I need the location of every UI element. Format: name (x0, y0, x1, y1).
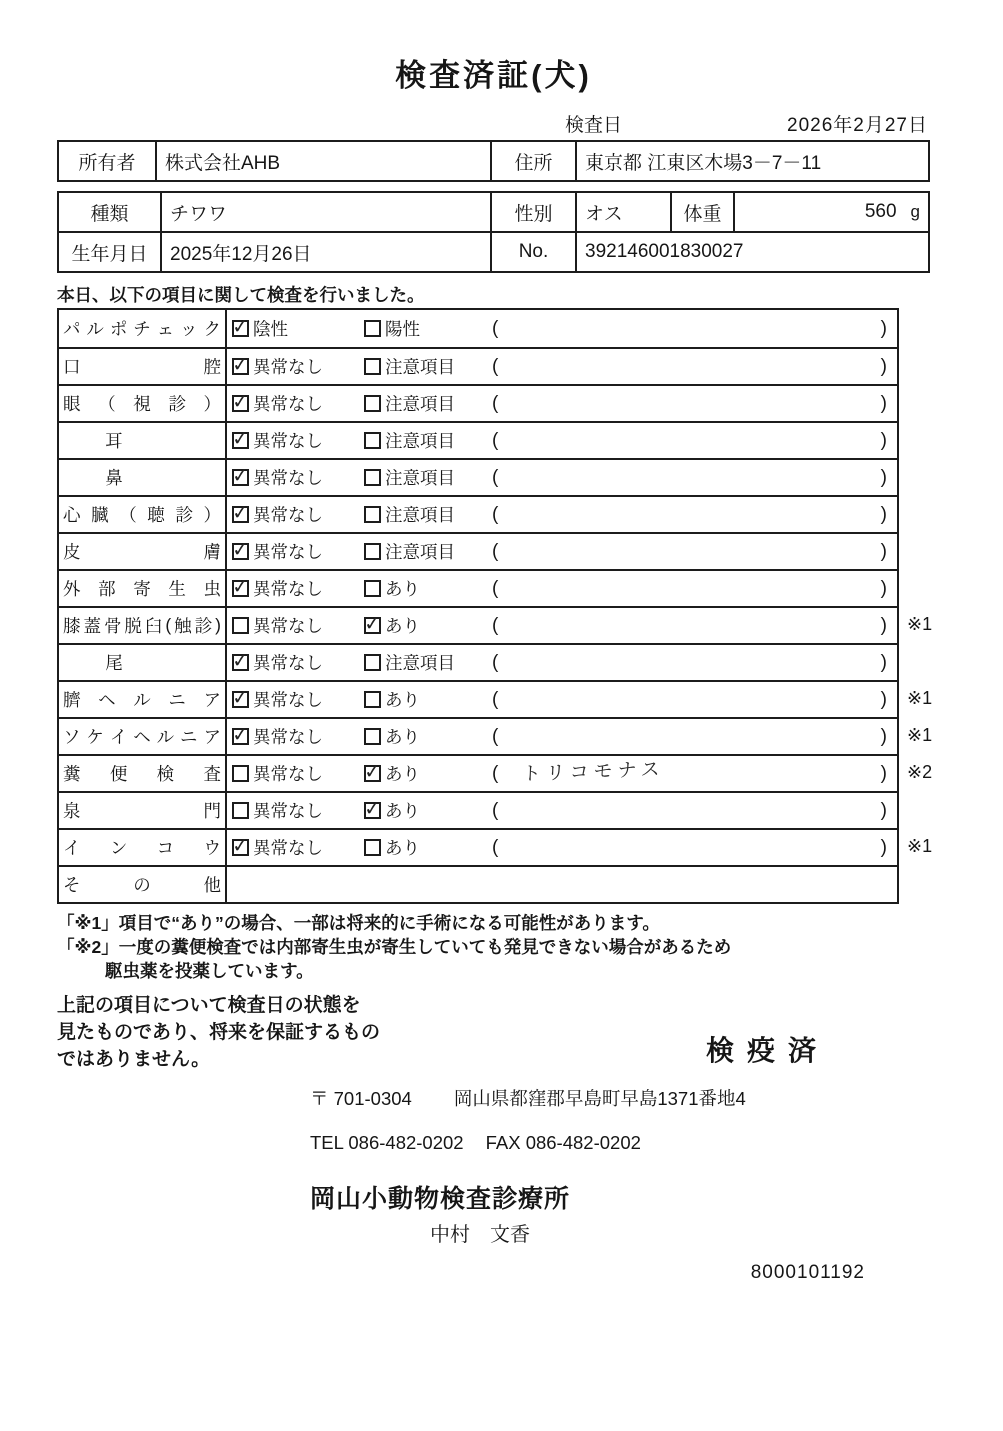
handwritten-remark (498, 315, 880, 328)
checkbox-option-2 (364, 358, 381, 375)
checkbox-option-2 (364, 617, 381, 634)
checkbox-option-2 (364, 691, 381, 708)
footnote-marker: ※2 (907, 762, 933, 782)
option-1 (232, 835, 364, 860)
option-1-label: 異常なし (253, 616, 323, 636)
exam-item-label: パ ル ポ チ ェ ッ ク (59, 310, 227, 347)
remarks-parentheses: ( トリコモナス ) (492, 760, 897, 787)
exam-row (59, 532, 897, 569)
inspection-date-value: 2026年2月27日 (787, 115, 928, 136)
option-2 (364, 465, 492, 490)
address-value: 東京都 江東区木場3－7－11 (576, 141, 929, 181)
exam-item-label: 耳 (59, 423, 227, 458)
exam-row (59, 458, 897, 495)
footnote-1: 「※1」項目で“あり”の場合、一部は将来的に手術になる可能性があります。 (57, 913, 660, 933)
option-2 (364, 835, 492, 860)
option-2-label: 注意項目 (385, 357, 455, 377)
checkbox-option-1 (232, 802, 249, 819)
option-2 (364, 354, 492, 379)
intro-statement: 本日、以下の項目に関して検査を行いました。 (57, 285, 425, 305)
option-1-label: 異常なし (253, 690, 323, 710)
option-2 (364, 576, 492, 601)
option-1-label: 異常なし (253, 764, 323, 784)
footnote-2-continued: 駆虫薬を投薬しています。 (105, 961, 314, 981)
option-2-label: 注意項目 (385, 394, 455, 414)
exam-row (59, 643, 897, 680)
checkbox-option-2 (364, 839, 381, 856)
handwritten-remark (498, 464, 880, 477)
breed-value: チワワ (161, 192, 491, 232)
handwritten-remark (498, 575, 880, 588)
exam-item-label: 心 臓 （ 聴 診 ） (59, 497, 227, 532)
option-2-label: あり (385, 727, 420, 747)
breed-row (58, 192, 929, 232)
animal-table (57, 191, 930, 273)
checkbox-option-2 (364, 728, 381, 745)
checkbox-option-2 (364, 765, 381, 782)
option-2 (364, 613, 492, 638)
option-2-label: 注意項目 (385, 505, 455, 525)
option-1 (232, 650, 364, 675)
clinic-name: 岡山小動物検査診療所 (310, 1185, 571, 1213)
clinic-tel-line (57, 1132, 930, 1154)
option-1-label: 異常なし (253, 505, 323, 525)
veterinarian-name: 中村 文香 (430, 1224, 530, 1246)
inspection-date-label: 検査日 (565, 115, 623, 136)
checkbox-option-1 (232, 654, 249, 671)
option-2 (364, 761, 492, 786)
exam-item-label: ソ ケ イ ヘ ル ニ ア (59, 719, 227, 754)
remarks-parentheses: ( ) (492, 504, 897, 526)
option-1 (232, 613, 364, 638)
option-2 (364, 502, 492, 527)
checkbox-option-1 (232, 617, 249, 634)
remarks-parentheses: ( ) (492, 430, 897, 452)
exam-item-label: そ の 他 (59, 867, 227, 902)
option-1 (232, 539, 364, 564)
remarks-parentheses: ( ) (492, 393, 897, 415)
handwritten-remark: トリコモナス (521, 759, 666, 786)
exam-item-label: 鼻 (59, 460, 227, 495)
handwritten-remark (498, 427, 880, 440)
option-2-label: 注意項目 (385, 431, 455, 451)
option-1 (232, 724, 364, 749)
footnote-marker: ※1 (907, 836, 933, 856)
option-2-label: 陽性 (385, 319, 420, 339)
remarks-parentheses: ( ) (492, 318, 897, 340)
footnote-marker: ※1 (907, 725, 933, 745)
exam-row (59, 569, 897, 606)
option-1-label: 陰性 (253, 319, 288, 339)
option-2-label: あり (385, 616, 420, 636)
option-1-label: 異常なし (253, 653, 323, 673)
handwritten-remark (498, 797, 880, 810)
option-1-label: 異常なし (253, 468, 323, 488)
birthdate-row (58, 232, 929, 272)
remarks-parentheses: ( ) (492, 615, 897, 637)
remarks-parentheses: ( ) (492, 689, 897, 711)
handwritten-remark (498, 390, 880, 403)
option-1-label: 異常なし (253, 727, 323, 747)
option-1 (232, 316, 364, 341)
exam-row (59, 384, 897, 421)
checkbox-option-1 (232, 543, 249, 560)
exam-item-label: 皮 膚 (59, 534, 227, 569)
quarantine-passed-stamp: 検疫済 (705, 1035, 829, 1066)
document-code: 8000101192 (750, 1262, 865, 1283)
exam-row (59, 310, 897, 347)
handwritten-remark (498, 723, 880, 736)
footnotes (57, 911, 930, 983)
option-1-label: 異常なし (253, 394, 323, 414)
option-2-label: あり (385, 690, 420, 710)
option-1 (232, 798, 364, 823)
clinic-postal-code: 〒 701-0304 (310, 1088, 412, 1109)
exam-row (59, 421, 897, 458)
option-1 (232, 465, 364, 490)
weight-unit: g (910, 202, 920, 221)
breed-label: 種類 (58, 192, 161, 232)
exam-item-label: 泉 門 (59, 793, 227, 828)
option-2-label: あり (385, 801, 420, 821)
owner-table (57, 140, 930, 182)
remarks-parentheses: ( ) (492, 541, 897, 563)
page-title: 検査済証(犬) (395, 58, 592, 93)
option-1-label: 異常なし (253, 838, 323, 858)
option-1 (232, 428, 364, 453)
option-2 (364, 316, 492, 341)
exam-row (59, 606, 933, 643)
weight-cell (734, 192, 929, 232)
certificate-no-value: 392146001830027 (576, 232, 929, 272)
certificate-content (57, 54, 933, 1284)
option-2-label: 注意項目 (385, 542, 455, 562)
remarks-parentheses: ( ) (492, 356, 897, 378)
checkbox-option-1 (232, 839, 249, 856)
option-1-label: 異常なし (253, 357, 323, 377)
birthdate-label: 生年月日 (58, 232, 161, 272)
address-label: 住所 (491, 141, 576, 181)
owner-label: 所有者 (58, 141, 156, 181)
remarks-parentheses: ( ) (492, 578, 897, 600)
checkbox-option-2 (364, 543, 381, 560)
certificate-no-label: No. (491, 232, 576, 272)
option-2-label: 注意項目 (385, 653, 455, 673)
weight-value: 560 (864, 201, 897, 222)
option-1 (232, 576, 364, 601)
remarks-parentheses: ( ) (492, 800, 897, 822)
footnote-marker: ※1 (907, 614, 933, 634)
handwritten-remark (498, 538, 880, 551)
footnote-2: 「※2」一度の糞便検査では内部寄生虫が寄生していても発見できない場合があるため (57, 937, 732, 957)
exam-row (59, 828, 933, 865)
disclaimer-and-stamp (57, 992, 877, 1073)
exam-item-label: 口 腔 (59, 349, 227, 384)
exam-table (57, 308, 933, 904)
checkbox-option-1 (232, 506, 249, 523)
exam-row (59, 754, 933, 791)
exam-row (59, 717, 933, 754)
clinic-fax: FAX 086-482-0202 (485, 1132, 641, 1153)
exam-item-label: 臍 ヘ ル ニ ア (59, 682, 227, 717)
option-1-label: 異常なし (253, 801, 323, 821)
exam-item-label: 外 部 寄 生 虫 (59, 571, 227, 606)
remarks-parentheses: ( ) (492, 726, 897, 748)
handwritten-remark (498, 649, 880, 662)
exam-row (59, 495, 897, 532)
birthdate-value: 2025年12月26日 (161, 232, 491, 272)
checkbox-option-1 (232, 728, 249, 745)
checkbox-option-2 (364, 432, 381, 449)
option-2 (364, 539, 492, 564)
exam-row (59, 680, 933, 717)
option-2 (364, 687, 492, 712)
checkbox-option-2 (364, 320, 381, 337)
option-2-label: あり (385, 764, 420, 784)
option-2-label: あり (385, 838, 420, 858)
exam-row (59, 791, 897, 828)
option-1 (232, 502, 364, 527)
option-1-label: 異常なし (253, 431, 323, 451)
checkbox-option-2 (364, 802, 381, 819)
option-2-label: あり (385, 579, 420, 599)
checkbox-option-2 (364, 654, 381, 671)
clinic-address: 岡山県都窪郡早島町早島1371番地4 (453, 1088, 746, 1109)
option-2 (364, 798, 492, 823)
checkbox-option-1 (232, 765, 249, 782)
checkbox-option-2 (364, 469, 381, 486)
option-1 (232, 687, 364, 712)
exam-item-label: 糞 便 検 査 (59, 756, 227, 791)
option-1 (232, 391, 364, 416)
footnote-marker: ※1 (907, 688, 933, 708)
option-2 (364, 428, 492, 453)
checkbox-option-1 (232, 691, 249, 708)
owner-row (58, 141, 929, 181)
checkbox-option-1 (232, 580, 249, 597)
option-2 (364, 650, 492, 675)
handwritten-remark (498, 834, 880, 847)
checkbox-option-2 (364, 506, 381, 523)
sex-value: オス (576, 192, 671, 232)
exam-item-label: イ ン コ ウ (59, 830, 227, 865)
option-1-label: 異常なし (253, 579, 323, 599)
handwritten-remark (498, 686, 880, 699)
remarks-parentheses: ( ) (492, 837, 897, 859)
option-1-label: 異常なし (253, 542, 323, 562)
checkbox-option-1 (232, 358, 249, 375)
exam-row (59, 347, 897, 384)
exam-item-label: 眼 （ 視 診 ） (59, 386, 227, 421)
handwritten-remark (498, 501, 880, 514)
option-1 (232, 761, 364, 786)
clinic-tel: TEL 086-482-0202 (310, 1132, 464, 1153)
inspection-date-row (57, 108, 930, 136)
option-2-label: 注意項目 (385, 468, 455, 488)
checkbox-option-1 (232, 320, 249, 337)
disclaimer: 上記の項目について検査日の状態を 見たものであり、将来を保証するもの ではありません。 (57, 995, 381, 1070)
remarks-parentheses: ( ) (492, 652, 897, 674)
owner-value: 株式会社AHB (156, 141, 491, 181)
checkbox-option-2 (364, 395, 381, 412)
handwritten-remark (498, 612, 880, 625)
checkbox-option-1 (232, 432, 249, 449)
exam-row (59, 865, 897, 902)
clinic-address-line (57, 1085, 930, 1111)
exam-item-label: 膝 蓋 骨 脱 臼 ( 触 診 ) (59, 608, 227, 643)
checkbox-option-1 (232, 395, 249, 412)
checkbox-option-2 (364, 580, 381, 597)
checkbox-option-1 (232, 469, 249, 486)
option-2 (364, 724, 492, 749)
weight-label: 体重 (671, 192, 734, 232)
exam-item-label: 尾 (59, 645, 227, 680)
handwritten-remark (498, 353, 880, 366)
remarks-parentheses: ( ) (492, 467, 897, 489)
option-2 (364, 391, 492, 416)
option-1 (232, 354, 364, 379)
sex-label: 性別 (491, 192, 576, 232)
